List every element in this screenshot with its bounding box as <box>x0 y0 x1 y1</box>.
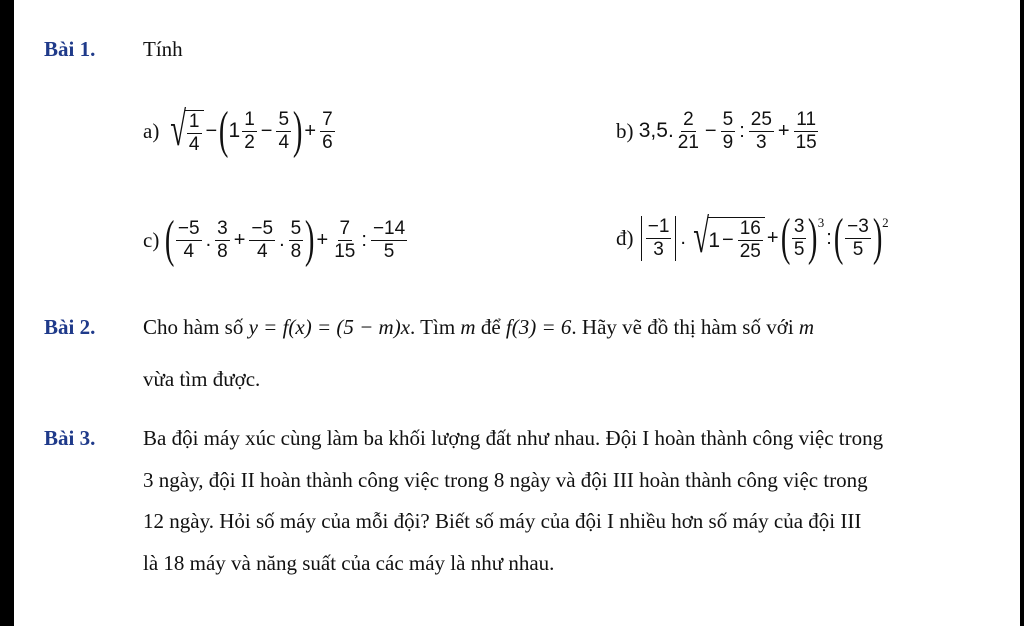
frac-c1: $\frac{-5}{4}$ <box>177 217 200 262</box>
problem1-c: c) ( $\frac{-5}{4}$ . $\frac{3}{8}$ + $\frac{-5}{4}$ . $\frac{5}{8}$ ) + $\frac{7}{15}$ : $\frac{-14}{5}$ <box>143 211 406 268</box>
problem1-label: Bài 1. <box>44 37 96 61</box>
problem1-d: đ) $\frac{-1}{3}$ . √ 1 − $\frac{16}{25}$ + ( $\frac{3}{5}$ ) $^3$ : ( $\frac{-3}{5}$ ) $^2$ <box>616 209 889 266</box>
frac-b1: $\frac{2}{21}$ <box>677 108 699 153</box>
problem3-line: Ba đội máy xúc cùng làm ba khối lượng đất như nhau. Đội I hoàn thành công việc trong <box>143 426 884 450</box>
b-lead: 3,5. <box>638 119 674 142</box>
problem1-a: a) √ $\frac{1}{4}$ − ( 1 $\frac{1}{2}$ − $\frac{5}{4}$ ) + $\frac{7}{6}$ <box>143 102 333 159</box>
frac-c6: $\frac{-14}{5}$ <box>372 217 406 262</box>
frac-b2: $\frac{5}{9}$ <box>722 108 734 153</box>
frac-d2: $\frac{16}{25}$ <box>739 218 761 262</box>
frac-a3: $\frac{5}{4}$ <box>278 108 290 153</box>
problem3-label: Bài 3. <box>44 426 96 450</box>
frac-c4: $\frac{5}{8}$ <box>290 217 302 262</box>
part-b-tag: b) <box>616 118 634 143</box>
mixed-whole-a: 1 <box>228 119 241 142</box>
part-a-tag: a) <box>143 118 160 143</box>
sqrt-a: √ $\frac{1}{4}$ <box>165 106 204 156</box>
frac-d3: $\frac{3}{5}$ <box>793 215 805 260</box>
part-c-tag: c) <box>143 227 160 252</box>
problem3-line: 3 ngày, đội II hoàn thành công việc trong 8 ngày và đội III hoàn thành công việc trong <box>143 468 868 492</box>
frac-d4: $\frac{-3}{5}$ <box>847 215 869 260</box>
problem2-line1: Cho hàm số y = f(x) = (5 − m)x. Tìm m để f(3) = 6. Hãy vẽ đồ thị hàm số với m <box>143 315 815 339</box>
frac-c2: $\frac{3}{8}$ <box>217 217 228 262</box>
frac-d1: $\frac{-1}{3}$ <box>647 215 670 260</box>
frac-a1: $\frac{1}{4}$ <box>188 111 200 155</box>
problem2-line2: vừa tìm được. <box>143 367 261 391</box>
problem1-b: b) 3,5. $\frac{2}{21}$ − $\frac{5}{9}$ : $\frac{25}{3}$ + $\frac{11}{15}$ <box>616 108 817 153</box>
frac-c5: $\frac{7}{15}$ <box>334 217 356 262</box>
frac-b3: $\frac{25}{3}$ <box>750 108 772 153</box>
problem2-label: Bài 2. <box>44 315 96 339</box>
abs-d <box>641 216 677 261</box>
exp-d2: 2 <box>882 215 889 230</box>
frac-a2: $\frac{1}{2}$ <box>244 108 255 153</box>
problem1-title: Tính <box>143 37 183 61</box>
frac-a4: $\frac{7}{6}$ <box>322 108 333 153</box>
problem3-line: là 18 máy và năng suất của các máy là như nhau. <box>143 551 555 575</box>
sqrt-d: √ 1 − $\frac{16}{25}$ <box>688 213 765 263</box>
frac-c3: $\frac{-5}{4}$ <box>251 217 274 262</box>
left-border <box>0 0 14 626</box>
condition-formula: f(3) = 6 <box>505 315 572 339</box>
right-border <box>1020 0 1024 626</box>
function-formula: y = f(x) = (5 − m)x <box>248 315 411 339</box>
part-d-tag: đ) <box>616 225 634 250</box>
frac-b4: $\frac{11}{15}$ <box>795 108 817 153</box>
problem3-line: 12 ngày. Hỏi số máy của mỗi đội? Biết số máy của đội I nhiều hơn số máy của đội III <box>143 509 862 533</box>
exp-d1: 3 <box>817 215 825 230</box>
